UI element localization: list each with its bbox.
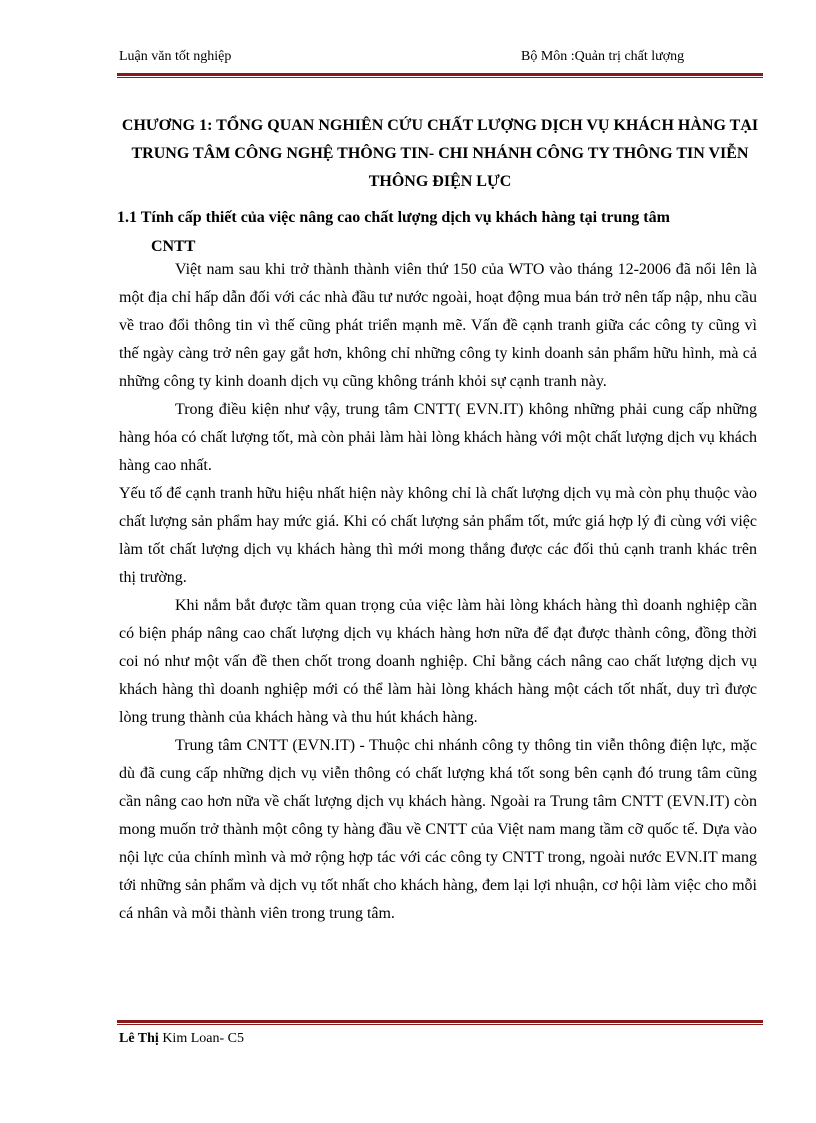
paragraph: Việt nam sau khi trở thành thành viên thứ 150 của WTO vào tháng 12-2006 đã nổi lên là một địa chỉ hấp dẫn đối với các nhà đầu tư nước ngoài, hoạt động mua bán trở nên tấp nập, nhu cầu về trao đổi thông tin vì thế cũng phát triển mạnh mẽ. Vấn đề cạnh tranh giữa các công ty cũng vì thế ngày càng trở nên gay gắt hơn, không chỉ những công ty kinh doanh sản phẩm hữu hình, mà cả những công ty kinh doanh dịch vụ cũng không tránh khỏi sự cạnh tranh này.	[119, 261, 757, 390]
footer-author-name: Lê Thị	[119, 1031, 159, 1046]
header-department-label: Bộ Môn :Quản trị chất lượng	[521, 49, 685, 64]
section-number: 1.1	[117, 209, 137, 226]
section-title-line1: Tính cấp thiết của việc nâng cao chất lượng dịch vụ khách hàng tại trung tâm	[140, 209, 670, 226]
paragraph: Trung tâm CNTT (EVN.IT) - Thuộc chi nhánh công ty thông tin viễn thông điện lực, mặc dù đã cung cấp những dịch vụ viễn thông có chất lượng khá tốt song bên cạnh đó trung tâm cũng cần nâng cao hơn nữa về chất lượng dịch vụ khách hàng. Ngoài ra Trung tâm CNTT (EVN.IT) còn mong muốn trở thành một công ty hàng đầu về CNTT của Việt nam mang tầm cỡ quốc tế. Dựa vào nội lực của chính mình và mở rộng hợp tác với các công ty CNTT trong, ngoài nước EVN.IT mang tới những sản phẩm và dịch vụ tốt nhất cho khách hàng, đem lại lợi nhuận, cơ hội làm việc cho mỗi cá nhân và mỗi thành viên trong trung tâm.	[119, 737, 757, 922]
chapter-title: CHƯƠNG 1: TỔNG QUAN NGHIÊN CỨU CHẤT LƯỢNG DỊCH VỤ KHÁCH HÀNG TẠI TRUNG TÂM CÔNG NGHỆ THÔNG TIN- CHI NHÁNH CÔNG TY THÔNG TIN VIỄN THÔNG ĐIỆN LỰC	[121, 117, 759, 190]
header-divider	[117, 73, 763, 78]
section-heading	[117, 203, 763, 261]
footer-author-rest: Kim Loan- C5	[158, 1031, 244, 1046]
paragraph: Yếu tố để cạnh tranh hữu hiệu nhất hiện này không chỉ là chất lượng dịch vụ mà còn phụ thuộc vào chất lượng sản phẩm hay mức giá. Khi có chất lượng sản phẩm tốt, mức giá hợp lý đi cùng với việc làm tốt chất lượng dịch vụ khách hàng thì mới mong thắng được các đối thủ cạnh tranh khác trên thị trường.	[119, 485, 757, 586]
body-text	[119, 256, 757, 928]
page-footer	[119, 1031, 244, 1047]
page-header	[119, 49, 719, 71]
footer-divider	[117, 1020, 763, 1025]
section-title-line2: CNTT	[151, 238, 196, 255]
paragraph: Khi nắm bắt được tầm quan trọng của việc làm hài lòng khách hàng thì doanh nghiệp cần có biện pháp nâng cao chất lượng dịch vụ khách hàng hơn nữa để đạt được thành công, đồng thời coi nó như một vấn đề then chốt trong doanh nghiệp. Chỉ bằng cách nâng cao chất lượng dịch vụ khách hàng thì doanh nghiệp mới có thể làm hài lòng khách hàng một cách tốt nhất, duy trì được lòng trung thành của khách hàng và thu hút khách hàng.	[119, 597, 757, 726]
header-thesis-label: Luận văn tốt nghiệp	[119, 49, 232, 64]
paragraph: Trong điều kiện như vậy, trung tâm CNTT( EVN.IT) không những phải cung cấp những hàng hóa có chất lượng tốt, mà còn phải làm hài lòng khách hàng với một chất lượng dịch vụ khách hàng cao nhất.	[119, 401, 757, 474]
